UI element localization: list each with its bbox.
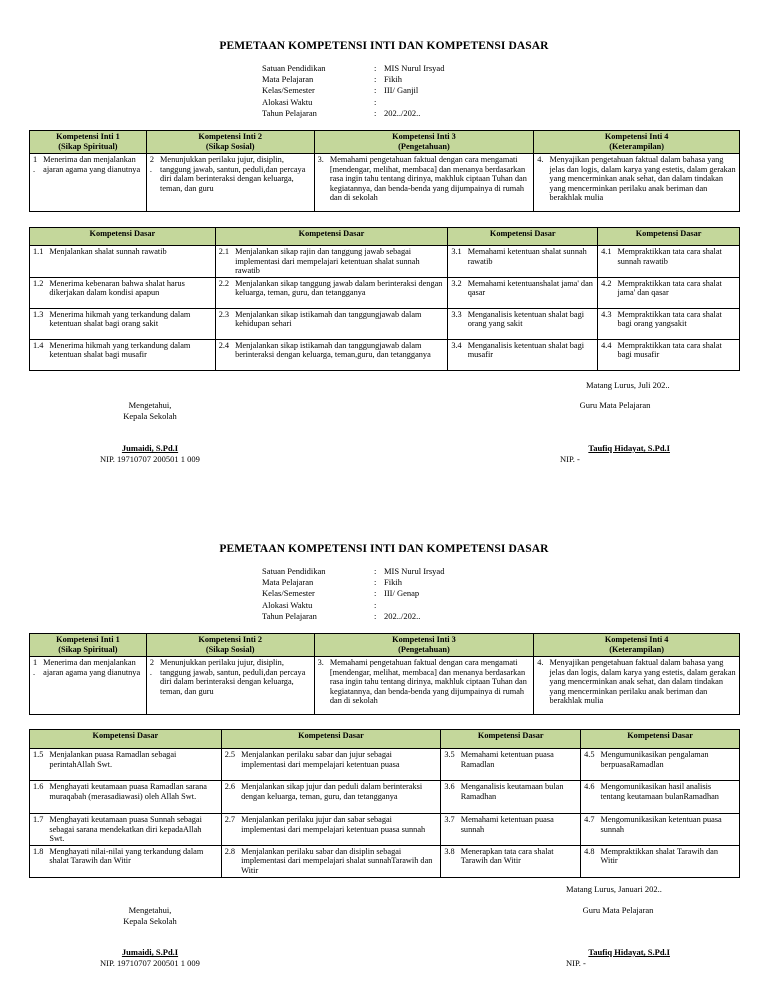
info-value: 202../202.. [384,107,421,118]
info-value: 202../202.. [384,610,421,621]
info-value: III/ Genap [384,588,420,599]
place-date: Matang Lurus, Juli 202.. [586,380,670,390]
info-label: Satuan Pendidikan [262,566,326,576]
ki-cell: 3. Memahami pengetahuan faktual dengan cara mengamati [mendengar, melihat, membaca] dan menanya berdasarkan rasa ingin tahu tentang dirinya, makhluk ciptaan Tuhan dan kegiatannya, dan benda-benda yang dijumpainya di rumah dan di sekolah [314,154,534,212]
kd-header: Kompetensi Dasar [581,730,740,749]
ki-header: Kompetensi Inti 2 (Sikap Sosial) [146,634,314,657]
ki-cell: 3. Memahami pengetahuan faktual dengan cara mengamati [mendengar, melihat, membaca] dan menanya berdasarkan rasa ingin tahu tentang dirinya, makhluk ciptaan Tuhan dan kegiatannya, dan benda-benda yang dijumpainya di rumah dan di sekolah [314,657,534,715]
ki-header: Kompetensi Inti 2 (Sikap Sosial) [146,131,314,154]
ki-header: Kompetensi Inti 4 (Keterampilan) [534,131,740,154]
ki-header: Kompetensi Inti 1 (Sikap Spiritual) [30,634,147,657]
place-date: Matang Lurus, Januari 202.. [566,884,662,894]
table-row: 1.6 Menghayati keutamaan puasa Ramadlan sarana muraqabah (merasadiawasi) oleh Allah Swt. 2.6 Menjalankan sikap jujur dan peduli dalam berinteraksi dengan keluarga, teman, guru, dan tetangganya 3.6 Menganalisis keutamaan bulan Ramadhan 4.6 Mengomunikasikan hasil analisis tentang keutamaan bulanRamadhan [30,781,740,814]
teacher-signature: Guru Mata Pelajaran Taufiq Hidayat, S.Pd.I NIP. - [566,905,670,968]
ki-header: Kompetensi Inti 3 (Pengetahuan) [314,634,534,657]
info-block: Satuan Pendidikan : MIS Nurul Irsyad Mata Pelajaran : Fikih Kelas/Semester : III/ Ganjil Alokasi Waktu : Tahun Pelajaran : 202../202.. [262,63,445,118]
info-value: Fikih [384,74,402,85]
info-label: Alokasi Waktu [262,96,313,107]
info-block: Satuan Pendidikan : MIS Nurul Irsyad Mata Pelajaran : Fikih Kelas/Semester : III/ Genap Alokasi Waktu : Tahun Pelajaran : 202../202.. [262,566,445,621]
info-value: III/ Ganjil [384,85,419,96]
ki-cell: 2 . Menunjukkan perilaku jujur, disiplin, tanggung jawab, santun, peduli,dan percaya diri dalam berinteraksi dengan keluarga, teman, dan guru [146,657,314,715]
info-label: Satuan Pendidikan [262,63,326,73]
ki-cell: 1 . Menerima dan menjalankan ajaran agama yang dianutnya [30,657,147,715]
kd-table [29,227,740,371]
table-row: 1.3 Menerima hikmah yang terkandung dalam ketentuan shalat bagi orang sakit 2.3 Menjalankan sikap istikamah dan tanggungjawab dalam kehidupan sehari 3.3 Menganalisis ketentuan shalat bagi orang yang sakit 4.3 Mempraktikkan tata cara shalat bagi orang yangsakit [30,308,740,339]
info-label: Alokasi Waktu [262,599,313,610]
ki-cell: 1 . Menerima dan menjalankan ajaran agama yang dianutnya [30,154,147,212]
ki-cell: 4. Menyajikan pengetahuan faktual dalam bahasa yang jelas dan logis, dalam karya yang estetis, dalam gerakan yang mencerminkan anak sehat, dan dalam tindakan yang mencerminkan perilaku anak beriman dan berakhlak mulia [534,657,740,715]
teacher-signature: Guru Mata Pelajaran Taufiq Hidayat, S.Pd.I NIP. - [560,400,670,464]
info-label: Kelas/Semester [262,588,315,599]
principal-signature: Mengetahui, Kepala Sekolah Jumaidi, S.Pd.I NIP. 19710707 200501 1 009 [100,400,200,464]
kd-header: Kompetensi Dasar [598,228,740,246]
table-row: 1.1 Menjalankan shalat sunnah rawatib 2.1 Menjalankan sikap rajin dan tanggung jawab sebagai implementasi dari mempelajari ketentuan shalat sunnah rawatib 3.1 Memahami ketentuan shalat sunnah rawatib 4.1 Mempraktikkan tata cara shalat sunnah rawatib [30,246,740,278]
table-row: 1.7 Menghayati keutamaan puasa Sunnah sebagai sebagai sarana mendekatkan diri kepadaAllah Swt. 2.7 Menjalankan perilaku jujur dan sabar sebagai implementasi dari mempelajari ketentuan puasa sunnah 3.7 Memahami ketentuan puasa sunnah 4.7 Mengomunikasikan ketentuan puasa sunnah [30,814,740,846]
kd-header: Kompetensi Dasar [448,228,598,246]
kd-header: Kompetensi Dasar [215,228,448,246]
section-ganjil [0,0,768,480]
info-value: MIS Nurul Irsyad [384,566,445,576]
section-genap [0,503,768,983]
table-row: 1.2 Menerima kebenaran bahwa shalat harus dikerjakan dalam kondisi apapun 2.2 Menjalankan sikap tanggung jawab dalam berinteraksi dengan keluarga, teman, guru, dan tetangganya 3.2 Memahami ketentuanshalat jama' dan qasar 4.2 Mempraktikkan tata cara shalat jama' dan qasar [30,277,740,308]
table-row: 1.8 Menghayati nilai-nilai yang terkandung dalam shalat Tarawih dan Witir 2.8 Menjalankan perilaku sabar dan disiplin sebagai implementasi dari mempelajari shalat sunnahTarawih dan Witir 3.8 Menerapkan tata cara shalat Tarawih dan Witir 4.8 Mempraktikkan shalat Tarawih dan Witir [30,845,740,877]
ki-table [29,633,740,715]
table-row: 1.5 Menjalankan puasa Ramadlan sebagai perintahAllah Swt. 2.5 Menjalankan perilaku sabar dan jujur sebagai implementasi dari mempelajari ketentuan puasa 3.5 Memahami ketentuan puasa Ramadlan 4.5 Mengumunikasikan pengalaman berpuasaRamadlan [30,749,740,781]
table-row: 1.4 Menerima hikmah yang terkandung dalam ketentuan shalat bagi musafir 2.4 Menjalankan sikap istikamah dan tanggungjawab dalam berinteraksi dengan keluarga, teman,guru, dan tetangganya 3.4 Menganalisis ketentuan shalat bagi musafir 4.4 Mempraktikkan tata cara shalat bagi musafir [30,339,740,370]
kd-header: Kompetensi Dasar [30,228,216,246]
ki-header: Kompetensi Inti 1 (Sikap Spiritual) [30,131,147,154]
kd-table [29,729,740,878]
info-label: Tahun Pelajaran [262,107,317,118]
ki-header: Kompetensi Inti 3 (Pengetahuan) [314,131,534,154]
principal-signature: Mengetahui, Kepala Sekolah Jumaidi, S.Pd.I NIP. 19710707 200501 1 009 [100,905,200,968]
info-label: Mata Pelajaran [262,74,314,85]
ki-cell: 2 . Menunjukkan perilaku jujur, disiplin, tanggung jawab, santun, peduli,dan percaya diri dalam berinteraksi dengan keluarga, teman, dan guru [146,154,314,212]
kd-header: Kompetensi Dasar [441,730,581,749]
info-value: MIS Nurul Irsyad [384,63,445,73]
document-title: PEMETAAN KOMPETENSI INTI DAN KOMPETENSI DASAR [219,543,549,555]
ki-cell: 4. Menyajikan pengetahuan faktual dalam bahasa yang jelas dan logis, dalam karya yang estetis, dalam gerakan yang mencerminkan anak sehat, dan dalam tindakan yang mencerminkan perilaku anak beriman dan berakhlak mulia [534,154,740,212]
ki-header: Kompetensi Inti 4 (Keterampilan) [534,634,740,657]
ki-table [29,130,740,212]
kd-header: Kompetensi Dasar [30,730,222,749]
info-label: Kelas/Semester [262,85,315,96]
info-value: Fikih [384,577,402,588]
info-label: Tahun Pelajaran [262,610,317,621]
kd-header: Kompetensi Dasar [221,730,441,749]
document-title: PEMETAAN KOMPETENSI INTI DAN KOMPETENSI DASAR [219,40,549,52]
info-label: Mata Pelajaran [262,577,314,588]
